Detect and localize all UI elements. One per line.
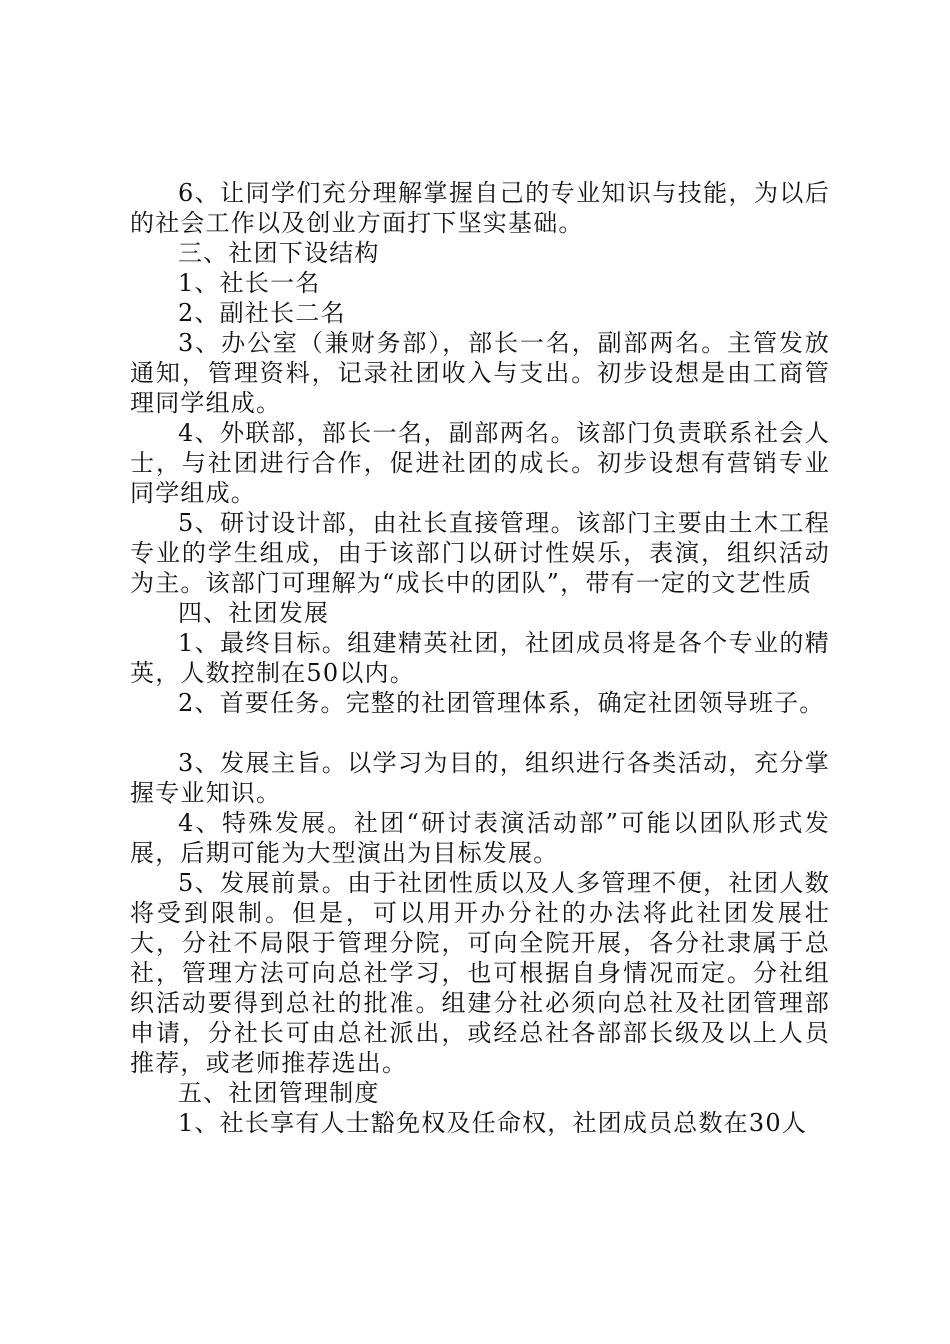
document-page (130, 178, 830, 1138)
paragraph-development-5: 5、发展前景。由于社团性质以及人多管理不便，社团人数将受到限制。但是，可以用开办分社的办法将此社团发展壮大，分社不局限于管理分院，可向全院开展，各分社隶属于总社，管理方法可向总社学习，也可根据自身情况而定。分社组织活动要得到总社的批准。组建分社必须向总社及社团管理部申请，分社长可由总社派出，或经总社各部部长级及以上人员推荐，或老师推荐选出。 (130, 869, 830, 1077)
paragraph-goal-6: 6、让同学们充分理解掌握自己的专业知识与技能，为以后的社会工作以及创业方面打下坚实基础。 (130, 179, 830, 237)
paragraph-structure-5: 5、研讨设计部，由社长直接管理。该部门主要由土木工程专业的学生组成，由于该部门以研讨性娱乐，表演，组织活动为主。该部门可理解为“成长中的团队”，带有一定的文艺性质 (130, 509, 830, 597)
heading-management: 五、社团管理制度 (178, 1079, 380, 1107)
heading-development: 四、社团发展 (178, 599, 330, 627)
paragraph-structure-4: 4、外联部，部长一名，副部两名。该部门负责联系社会人士，与社团进行合作，促进社团的成长。初步设想有营销专业同学组成。 (130, 419, 830, 507)
paragraph-structure-3: 3、办公室（兼财务部），部长一名，副部两名。主管发放通知，管理资料，记录社团收入与支出。初步设想是由工商管理同学组成。 (130, 329, 830, 417)
blank-line (130, 718, 830, 748)
paragraph-development-4: 4、特殊发展。社团“研讨表演活动部”可能以团队形式发展，后期可能为大型演出为目标发展。 (130, 809, 830, 867)
paragraph-development-1: 1、最终目标。组建精英社团，社团成员将是各个专业的精英，人数控制在50以内。 (130, 629, 830, 687)
paragraph-structure-2: 2、副社长二名 (178, 299, 346, 327)
paragraph-development-2: 2、首要任务。完整的社团管理体系，确定社团领导班子。 (178, 689, 825, 717)
paragraph-management-1: 1、社长享有人士豁免权及任命权，社团成员总数在30人 (178, 1109, 808, 1137)
paragraph-development-3: 3、发展主旨。以学习为目的，组织进行各类活动，充分掌握专业知识。 (130, 749, 830, 807)
paragraph-structure-1: 1、社长一名 (178, 269, 321, 297)
heading-structure: 三、社团下设结构 (178, 239, 380, 267)
